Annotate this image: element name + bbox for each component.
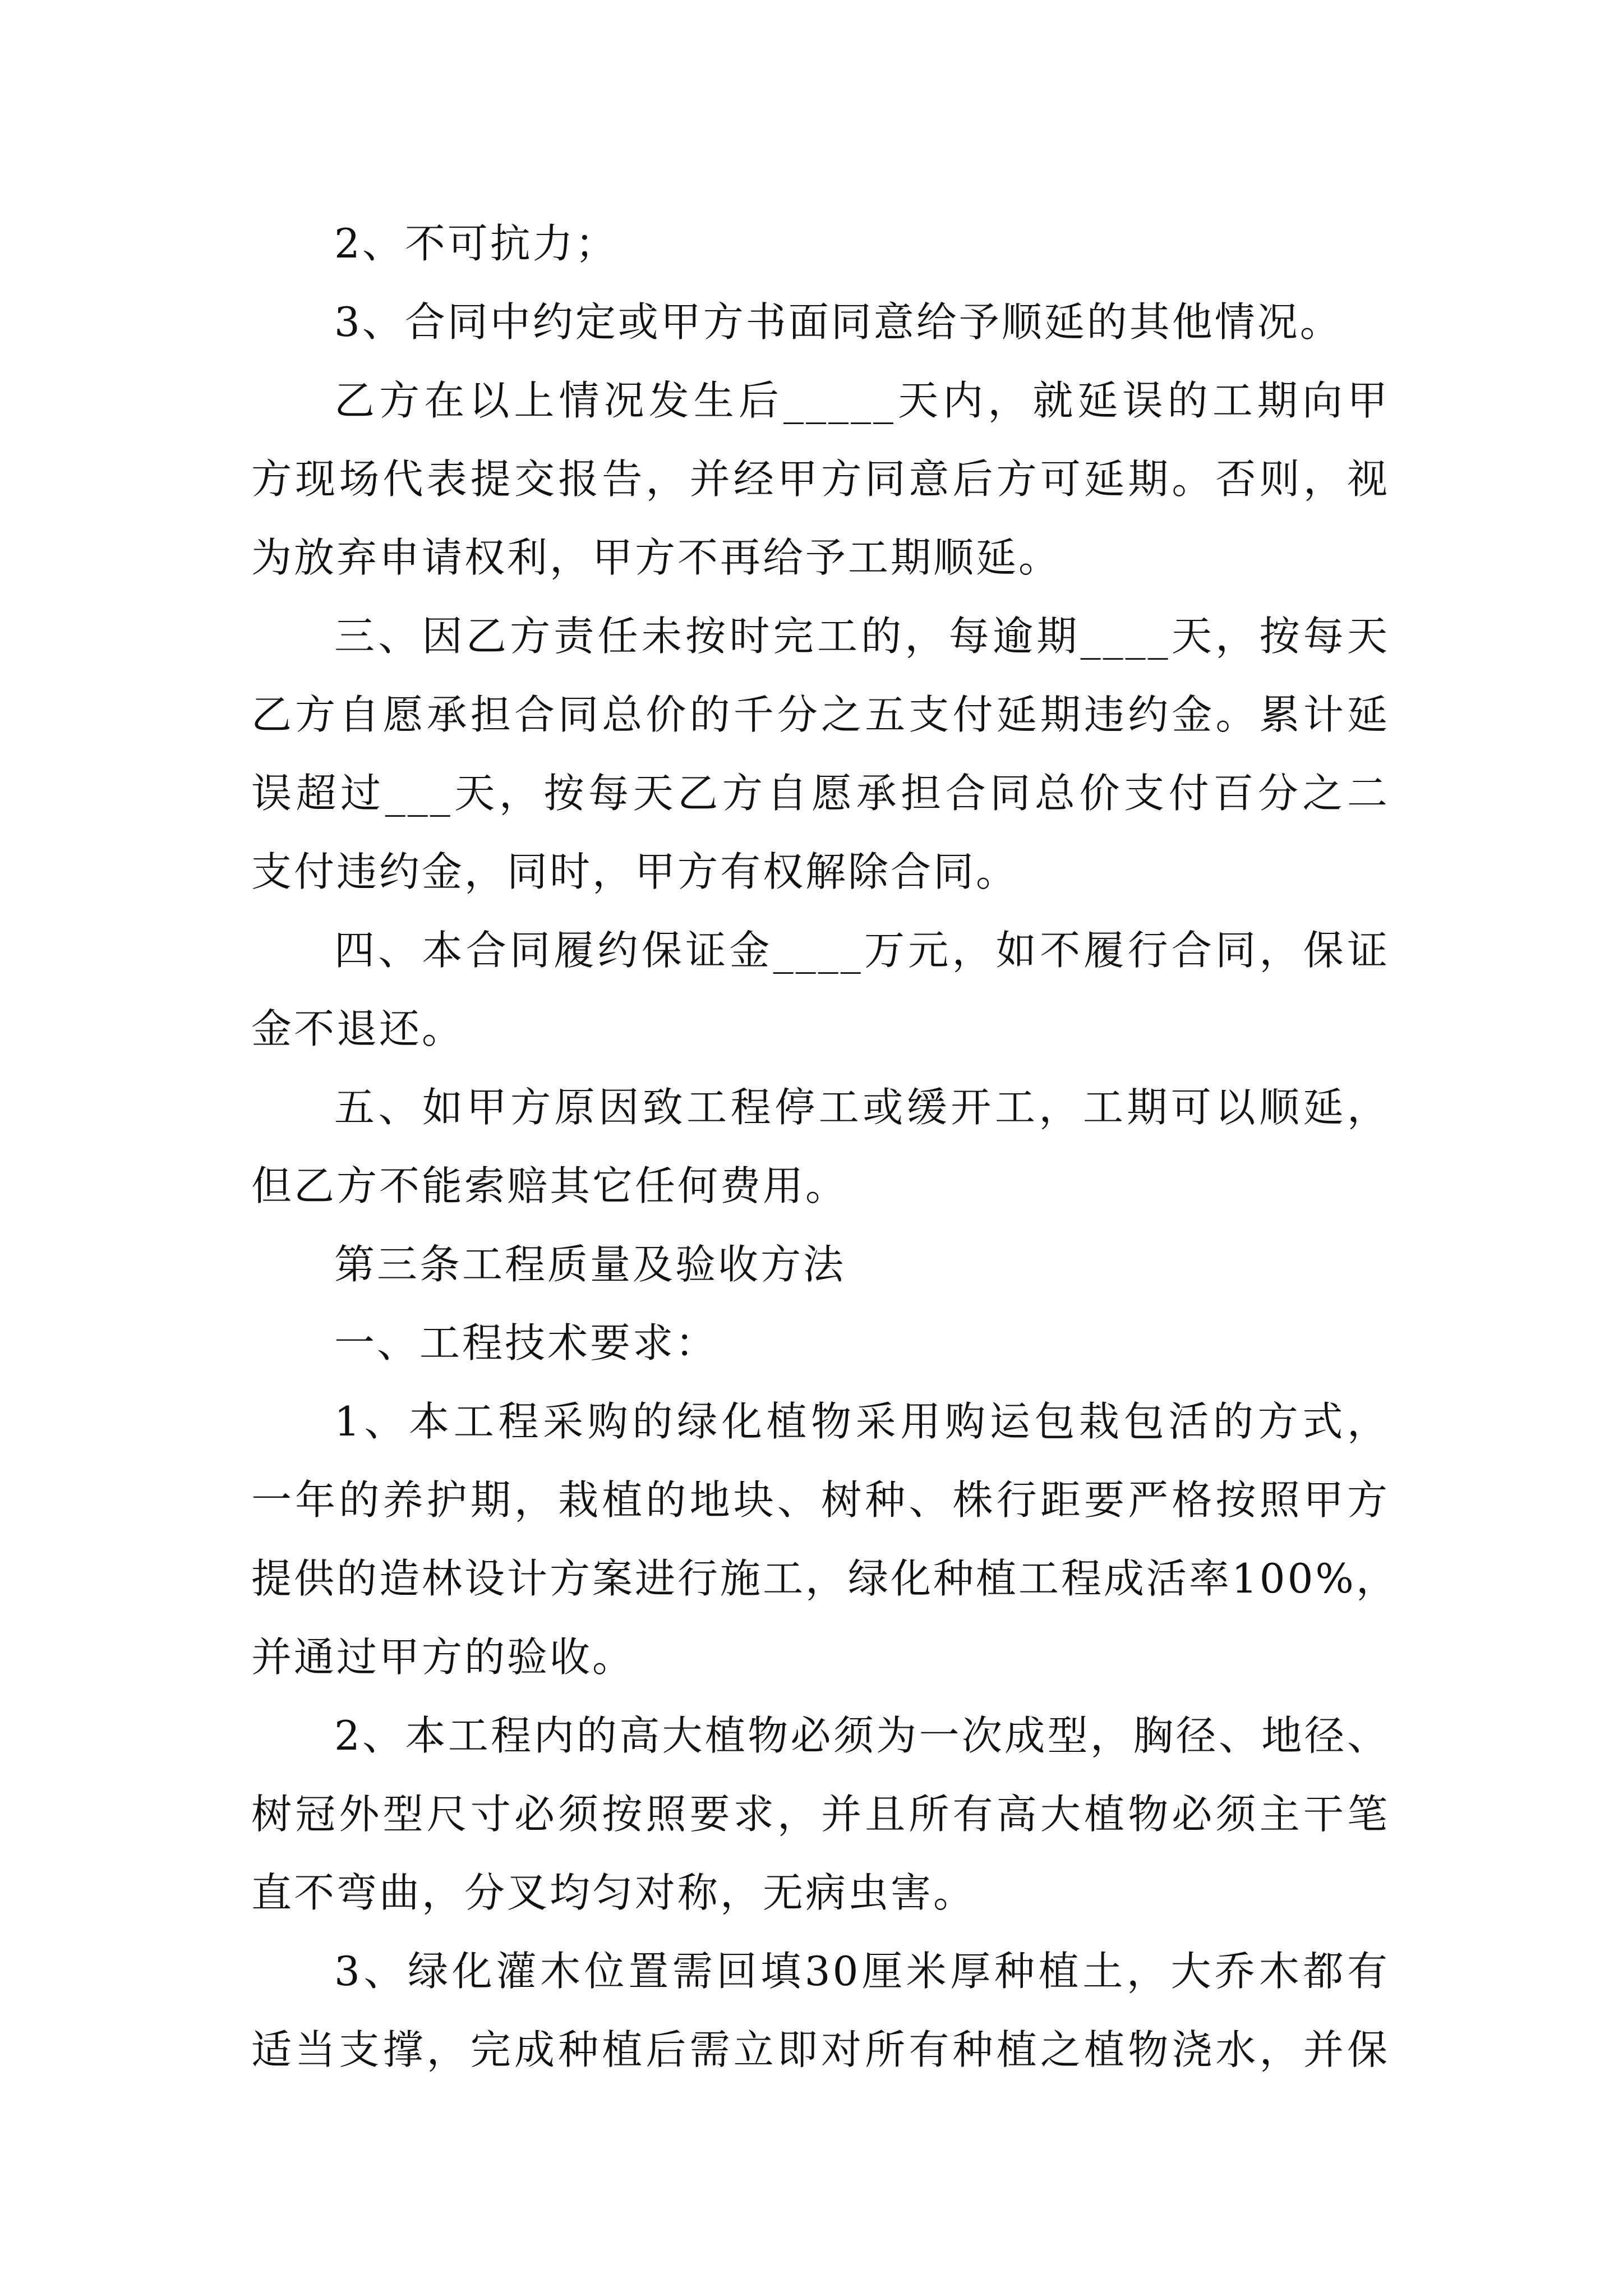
text-line: 直不弯曲，分叉均匀对称，无病虫害。 [251, 1869, 976, 1916]
text-line: 五、如甲方原因致工程停工或缓开工，工期可以顺延， [334, 1084, 1390, 1131]
section-heading: 第三条工程质量及验收方法 [334, 1241, 846, 1288]
text-line: 误超过___天，按每天乙方自愿承担合同总价支付百分之二 [251, 770, 1390, 817]
text-line: 适当支撑，完成种植后需立即对所有种植之植物浇水，并保 [251, 2026, 1390, 2073]
text-line: 并通过甲方的验收。 [251, 1634, 635, 1681]
subsection-heading: 一、工程技术要求： [334, 1319, 718, 1366]
text-line: 乙方在以上情况发生后_____天内，就延误的工期向甲 [334, 377, 1390, 424]
text-line: 金不退还。 [251, 1005, 465, 1052]
text-line: 乙方自愿承担合同总价的千分之五支付延期违约金。累计延 [251, 691, 1390, 738]
text-line: 一年的养护期，栽植的地块、树种、株行距要严格按照甲方 [251, 1476, 1390, 1524]
text-line: 但乙方不能索赔其它任何费用。 [251, 1162, 849, 1209]
text-line: 2、不可抗力； [334, 220, 618, 267]
text-line: 树冠外型尺寸必须按照要求，并且所有高大植物必须主干笔 [251, 1791, 1390, 1838]
text-line: 方现场代表提交报告，并经甲方同意后方可延期。否则，视 [251, 455, 1390, 503]
text-line: 三、因乙方责任未按时完工的，每逾期____天，按每天 [334, 613, 1390, 660]
text-line: 2、本工程内的高大植物必须为一次成型，胸径、地径、 [334, 1712, 1390, 1759]
text-line: 为放弃申请权利，甲方不再给予工期顺延。 [251, 534, 1062, 581]
text-line: 四、本合同履约保证金____万元，如不履行合同，保证 [334, 927, 1390, 974]
text-line: 1、本工程采购的绿化植物采用购运包栽包活的方式， [334, 1398, 1390, 1445]
text-line: 支付违约金，同时，甲方有权解除合同。 [251, 848, 1019, 895]
text-line: 3、绿化灌木位置需回填30厘米厚种植土，大乔木都有 [334, 1948, 1390, 1995]
text-line: 提供的造林设计方案进行施工，绿化种植工程成活率100%， [251, 1555, 1399, 1602]
text-line: 3、合同中约定或甲方书面同意给予顺延的其他情况。 [334, 298, 1343, 346]
